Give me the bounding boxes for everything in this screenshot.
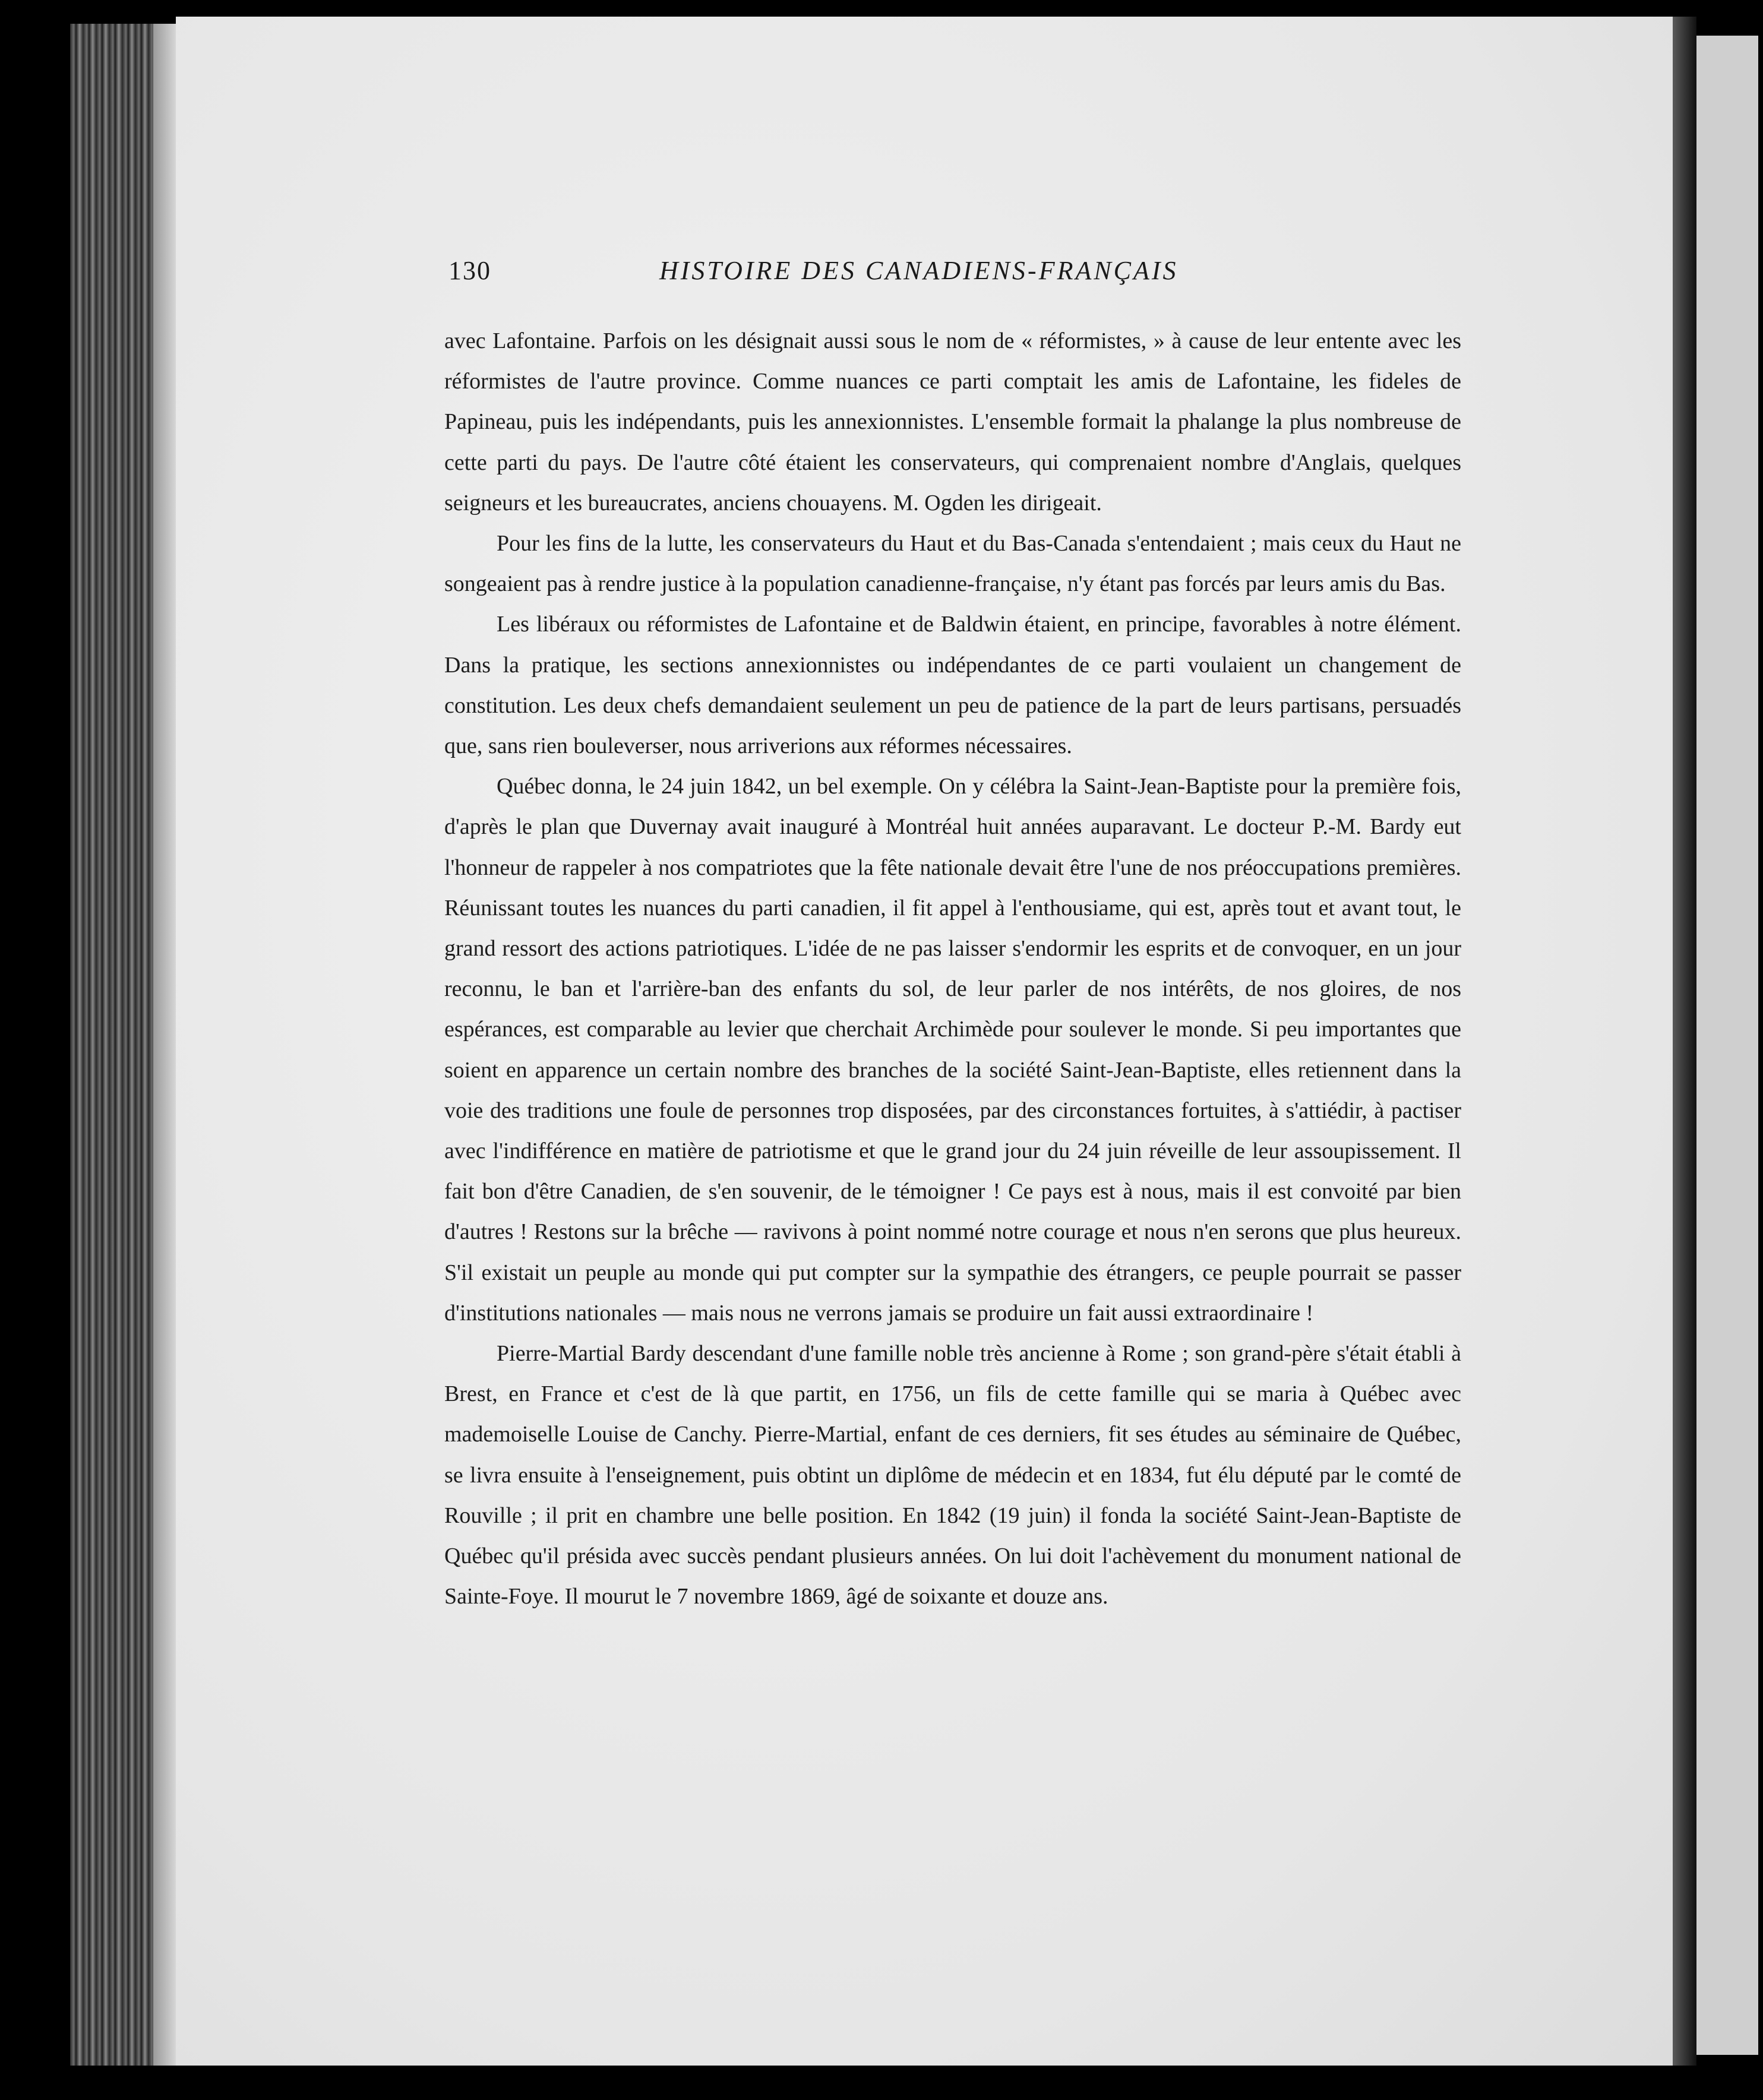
book-page-edge-inner: [153, 24, 178, 2067]
paragraph: Pour les fins de la lutte, les conservateurs du Haut et du Bas-Canada s'entendaient ; mais ceux du Haut ne songeaient pas à rendre justice à la population canadienne-française, n'y étant pas forcés par leurs amis du Bas.: [444, 531, 1461, 597]
book-gutter: [1673, 17, 1696, 2066]
running-title: HISTOIRE DES CANADIENS-FRANÇAIS: [659, 256, 1179, 285]
paragraph: avec Lafontaine. Parfois on les désignait aussi sous le nom de « réformistes, » à cause de leur entente avec les réformistes de l'autre province. Comme nuances ce parti comptait les amis de Lafontaine, les fideles de Papineau, puis les indépendants, puis les annexionnistes. L'ensemble formait la phalange la plus nombreuse de cette parti du pays. De l'autre côté étaient les conservateurs, qui comprenaient nombre d'Anglais, quelques seigneurs et les bureaucrates, anciens chouayens. M. Ogden les dirigeait.: [444, 328, 1461, 515]
scan-frame-bottom: [0, 2066, 1763, 2100]
page-number: 130: [448, 256, 491, 285]
scan-frame-top: [0, 0, 1763, 14]
body-text: [444, 321, 1461, 1617]
paragraph: Les libéraux ou réformistes de Lafontaine et de Baldwin étaient, en principe, favorables à notre élément. Dans la pratique, les sections annexionnistes ou indépendantes de ce parti voulaient un changement de constitution. Les deux chefs demandaient seulement un peu de patience de la part de leurs partisans, persuadés que, sans rien bouleverser, nous arriverions aux réformes nécessaires.: [444, 612, 1461, 759]
facing-page-edge: [1696, 36, 1758, 2055]
page-header: [448, 255, 1238, 303]
paragraph: Québec donna, le 24 juin 1842, un bel exemple. On y célébra la Saint-Jean-Baptiste pour la première fois, d'après le plan que Duvernay avait inauguré à Montréal huit années auparavant. Le docteur P.-M. Bardy eut l'honneur de rappeler à nos compatriotes que la fête nationale devait être l'une de nos préoccupations premières. Réunissant toutes les nuances du parti canadien, il fit appel à l'enthousiame, qui est, après tout et avant tout, le grand ressort des actions patriotiques. L'idée de ne pas laisser s'endormir les esprits et de convoquer, en un jour reconnu, le ban et l'arrière-ban des enfants du sol, de leur parler de nos intérêts, de nos gloires, de nos espérances, est comparable au levier que cherchait Archimède pour soulever le monde. Si peu importantes que soient en apparence un certain nombre des branches de la société Saint-Jean-Baptiste, elles retiennent dans la voie des traditions une foule de personnes trop disposées, par des circonstances fortuites, à s'attiédir, à pactiser avec l'indifférence en matière de patriotisme et que le grand jour du 24 juin réveille de leur assoupissement. Il fait bon d'être Canadien, de s'en souvenir, de le témoigner ! Ce pays est à nous, mais il est convoité par bien d'autres ! Restons sur la brêche — ravivons à point nommé notre courage et nous n'en serons que plus heureux. S'il existait un peuple au monde qui put compter sur la sympathie des étrangers, ce peuple pourrait se passer d'institutions nationales — mais nous ne verrons jamais se produire un fait aussi extraordinaire !: [444, 774, 1461, 1326]
paragraph: Pierre-Martial Bardy descendant d'une famille noble très ancienne à Rome ; son grand-père s'était établi à Brest, en France et c'est de là que partit, en 1756, un fils de cette famille qui se maria à Québec avec mademoiselle Louise de Canchy. Pierre-Martial, enfant de ces derniers, fit ses études au séminaire de Québec, se livra ensuite à l'enseignement, puis obtint un diplôme de médecin et en 1834, fut élu député par le comté de Rouville ; il prit en chambre une belle position. En 1842 (19 juin) il fonda la société Saint-Jean-Baptiste de Québec qu'il présida avec succès pendant plusieurs années. On lui doit l'achèvement du monument national de Sainte-Foye. Il mourut le 7 novembre 1869, âgé de soixante et douze ans.: [444, 1341, 1461, 1609]
